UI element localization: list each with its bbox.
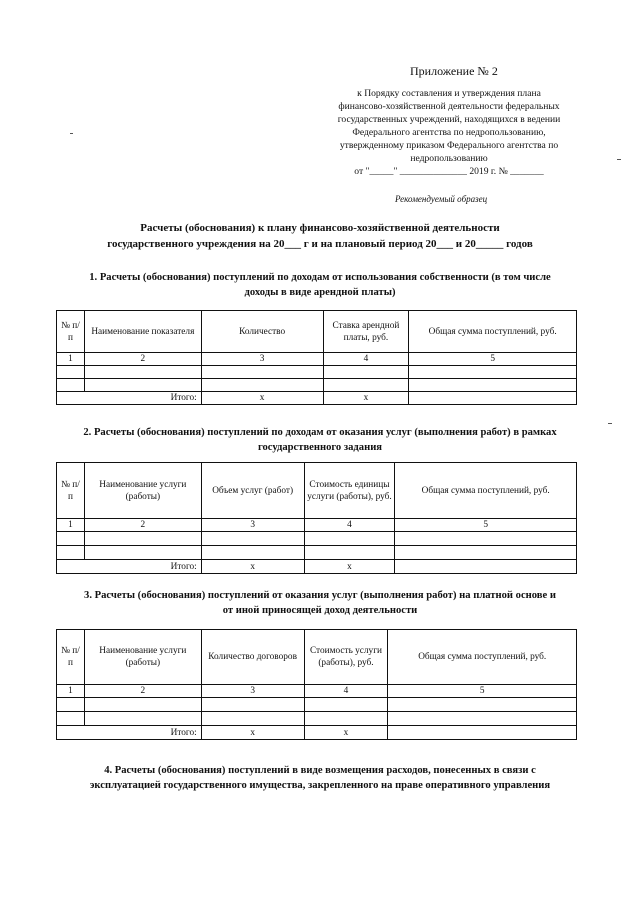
document-title-line: государственного учреждения на 20___ г и на плановый период 20___ и 20_____ годов bbox=[107, 238, 533, 250]
column-number: 1 bbox=[57, 353, 85, 366]
appendix-title: Приложение № 2 bbox=[410, 64, 498, 78]
section-title-line: государственного задания bbox=[257, 442, 383, 453]
header-cell: Общая сумма поступлений, руб. bbox=[409, 311, 577, 353]
header-cell: № п/п bbox=[57, 311, 85, 353]
header-cell: Общая сумма поступлений, руб. bbox=[388, 630, 577, 685]
section-3-title bbox=[40, 588, 600, 618]
column-number: 3 bbox=[201, 519, 304, 532]
header-cell: Количество bbox=[201, 311, 323, 353]
table-row bbox=[57, 712, 577, 726]
column-number: 1 bbox=[57, 519, 85, 532]
table-header-row bbox=[57, 311, 577, 353]
table-row bbox=[57, 546, 577, 560]
table-row bbox=[57, 379, 577, 392]
header-cell: Количество договоров bbox=[201, 630, 304, 685]
header-cell: № п/п bbox=[57, 463, 85, 519]
x-mark: x bbox=[201, 392, 323, 405]
table-header-row bbox=[57, 463, 577, 519]
total-row bbox=[57, 392, 577, 405]
column-number: 3 bbox=[201, 685, 304, 698]
column-number: 4 bbox=[304, 685, 388, 698]
header-cell: № п/п bbox=[57, 630, 85, 685]
document-title bbox=[60, 220, 580, 252]
appendix-line: к Порядку составления и утверждения плана bbox=[357, 88, 541, 99]
x-mark: x bbox=[304, 726, 388, 740]
column-number-row bbox=[57, 353, 577, 366]
header-cell: Объем услуг (работ) bbox=[201, 463, 304, 519]
document-title-line: Расчеты (обоснования) к плану финансово-хозяйственной деятельности bbox=[140, 222, 500, 234]
section-title-line: 2. Расчеты (обоснования) поступлений по доходам от оказания услуг (выполнения работ) в рамках bbox=[83, 427, 557, 438]
header-cell: Стоимость услуги (работы), руб. bbox=[304, 630, 388, 685]
section-title-line: 1. Расчеты (обоснования) поступлений по доходам от использования собственности (в том числе bbox=[89, 272, 551, 283]
section-1-table bbox=[56, 310, 577, 405]
appendix-line: от "_____" ______________ 2019 г. № _______ bbox=[354, 166, 544, 177]
column-number: 2 bbox=[84, 353, 201, 366]
total-row bbox=[57, 726, 577, 740]
header-cell: Наименование услуги (работы) bbox=[84, 463, 201, 519]
column-number: 2 bbox=[84, 519, 201, 532]
section-title-line: 3. Расчеты (обоснования) поступлений от оказания услуг (выполнения работ) на платной основе и bbox=[84, 590, 556, 601]
x-mark: x bbox=[323, 392, 409, 405]
total-label: Итого: bbox=[84, 726, 201, 740]
column-number: 4 bbox=[323, 353, 409, 366]
table-header-row bbox=[57, 630, 577, 685]
header-cell: Стоимость единицы услуги (работы), руб. bbox=[304, 463, 395, 519]
header-cell: Ставка арендной платы, руб. bbox=[323, 311, 409, 353]
column-number: 5 bbox=[409, 353, 577, 366]
column-number: 1 bbox=[57, 685, 85, 698]
section-1-title bbox=[40, 270, 600, 300]
recommended-sample-note: Рекомендуемый образец bbox=[395, 194, 488, 204]
section-title-line: от иной приносящей доход деятельности bbox=[222, 605, 418, 616]
column-number: 3 bbox=[201, 353, 323, 366]
appendix-line: утвержденному приказом Федерального агентства по bbox=[339, 140, 559, 151]
table-row bbox=[57, 698, 577, 712]
column-number-row bbox=[57, 519, 577, 532]
header-cell: Наименование услуги (работы) bbox=[84, 630, 201, 685]
section-2-title bbox=[40, 425, 600, 455]
scan-mark bbox=[608, 423, 612, 424]
column-number: 4 bbox=[304, 519, 395, 532]
scan-mark bbox=[70, 133, 73, 134]
appendix-reference bbox=[318, 87, 580, 178]
total-label: Итого: bbox=[84, 392, 201, 405]
appendix-line: недропользованию bbox=[410, 153, 488, 164]
header-cell: Общая сумма поступлений, руб. bbox=[395, 463, 577, 519]
column-number: 5 bbox=[395, 519, 577, 532]
appendix-line: государственных учреждений, находящихся в ведении bbox=[337, 114, 561, 125]
header-cell: Наименование показателя bbox=[84, 311, 201, 353]
total-row bbox=[57, 560, 577, 574]
x-mark: x bbox=[304, 560, 395, 574]
column-number: 2 bbox=[84, 685, 201, 698]
table-row bbox=[57, 366, 577, 379]
section-title-line: эксплуатацией государственного имущества, закрепленного на праве оперативного управления bbox=[89, 780, 551, 791]
scan-mark bbox=[617, 159, 621, 160]
section-title-line: 4. Расчеты (обоснования) поступлений в виде возмещения расходов, понесенных в связи с bbox=[104, 765, 536, 776]
appendix-line: финансово-хозяйственной деятельности федеральных bbox=[338, 101, 560, 112]
table-row bbox=[57, 532, 577, 546]
column-number: 5 bbox=[388, 685, 577, 698]
column-number-row bbox=[57, 685, 577, 698]
x-mark: x bbox=[201, 726, 304, 740]
section-title-line: доходы в виде арендной платы) bbox=[244, 287, 396, 298]
x-mark: x bbox=[201, 560, 304, 574]
appendix-line: Федерального агентства по недропользованию, bbox=[352, 127, 546, 138]
section-3-table bbox=[56, 629, 577, 740]
total-label: Итого: bbox=[84, 560, 201, 574]
section-4-title bbox=[40, 763, 600, 793]
section-2-table bbox=[56, 462, 577, 574]
